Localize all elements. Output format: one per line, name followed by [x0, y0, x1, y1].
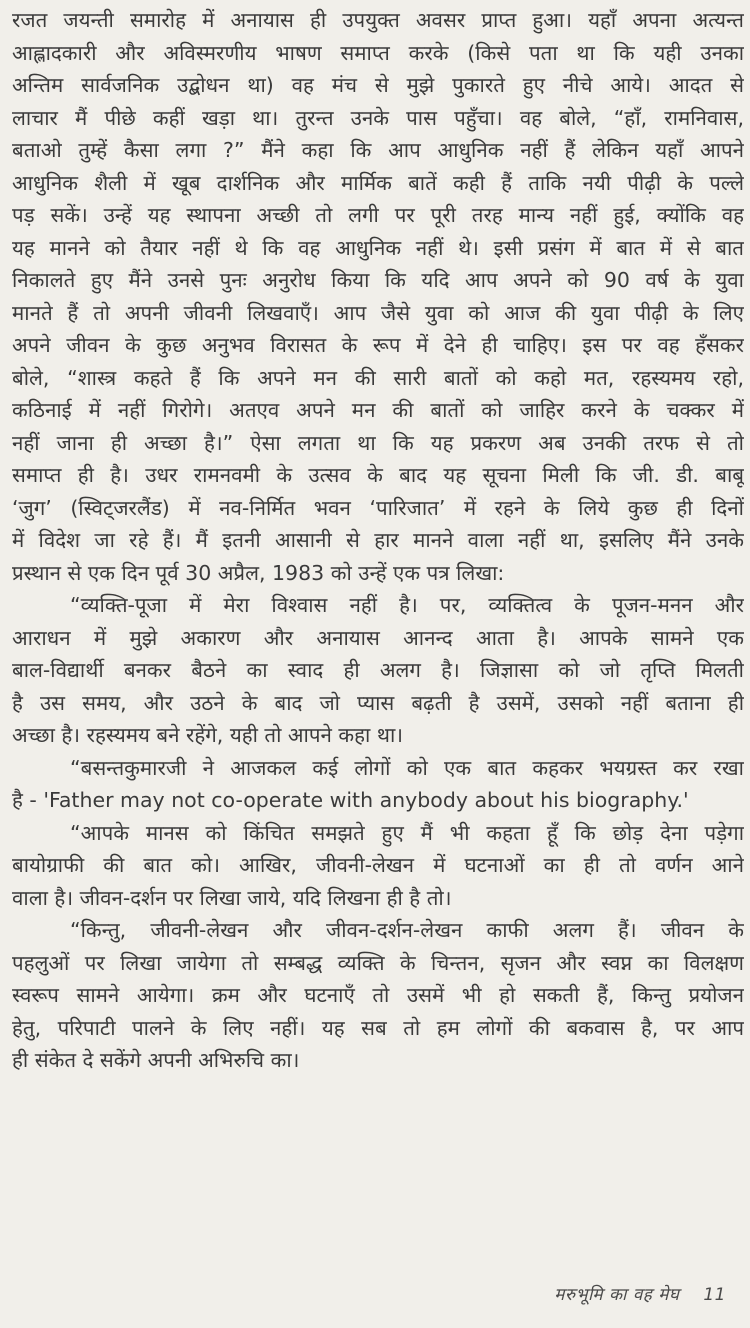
text-line: यह मानने को तैयार नहीं थे कि वह आधुनिक नहीं थे। इसी प्रसंग में बात में से बात	[12, 235, 744, 260]
letter-line: “किन्तु, जीवनी-लेखन और जीवन-दर्शन-लेखन काफी अलग हैं। जीवन के	[70, 918, 744, 942]
text-line: अपने जीवन के कुछ अनुभव विरासत के रूप में देने ही चाहिए। इस पर वह हँसकर	[12, 333, 744, 357]
text-line: में विदेश जा रहे हैं। मैं इतनी आसानी से हार मानने वाला नहीं था, इसलिए मैंने उनके	[12, 528, 744, 552]
text-line: समाप्त ही है। उधर रामनवमी के उत्सव के बाद यह सूचना मिली कि जी. डी. बाबू	[12, 463, 744, 487]
letter-line: बाल-विद्यार्थी बनकर बैठने का स्वाद ही अलग है। जिज्ञासा को जो तृप्ति मिलती	[12, 658, 744, 682]
letter-line: स्वरूप सामने आयेगा। क्रम और घटनाएँ तो उसमें भी हो सकती हैं, किन्तु प्रयोजन	[12, 983, 744, 1007]
text-line: कठिनाई में नहीं गिरोगे। अतएव अपने मन की बातों को जाहिर करने के चक्कर में	[12, 398, 744, 422]
page-number: 11	[703, 1285, 726, 1305]
letter-line: “बसन्तकुमारजी ने आजकल कई लोगों को एक बात कहकर भयग्रस्त कर रखा	[70, 755, 744, 780]
letter-line: हेतु, परिपाटी पालने के लिए नहीं। यह सब तो हम लोगों की बकवास है, पर आप	[12, 1015, 744, 1040]
letter-line: ही संकेत दे सकेंगे अपनी अभिरुचि का।	[12, 1048, 300, 1072]
letter-line: आराधन में मुझे अकारण और अनायास आनन्द आता है। आपके सामने एक	[12, 625, 744, 650]
text-line: अन्तिम सार्वजनिक उद्बोधन था) वह मंच से मुझे पुकारते हुए नीचे आये। आदत से	[12, 73, 744, 97]
letter-line: है - 'Father may not co-operate with anybody about his biography.'	[12, 788, 689, 812]
text-line: ‘जुग’ (स्विट्जरलैंड) में नव-निर्मित भवन ‘पारिजात’ में रहने के लिये कुछ ही दिनों	[12, 495, 744, 520]
text-line: मानते हैं तो अपनी जीवनी लिखवाएँ। आप जैसे युवा को आज की युवा पीढ़ी के लिए	[12, 300, 744, 325]
text-line: प्रस्थान से एक दिन पूर्व 30 अप्रैल, 1983 को उन्हें एक पत्र लिखा:	[12, 560, 505, 585]
letter-line: “व्यक्ति-पूजा में मेरा विश्वास नहीं है। पर, व्यक्तित्व के पूजन-मनन और	[70, 593, 744, 617]
letter-line: अच्छा है। रहस्यमय बने रहेंगे, यही तो आपने कहा था।	[12, 723, 404, 747]
text-line: रजत जयन्ती समारोह में अनायास ही उपयुक्त अवसर प्राप्त हुआ। यहाँ अपना अत्यन्त	[12, 8, 744, 32]
letter-line: है उस समय, और उठने के बाद जो प्यास बढ़ती है उसमें, उसको नहीं बताना ही	[12, 690, 744, 715]
page-footer	[0, 1282, 726, 1305]
letter-line: वाला है। जीवन-दर्शन पर लिखा जाये, यदि लिखना ही है तो।	[12, 885, 452, 910]
text-line: लाचार मैं पीछे कहीं खड़ा था। तुरन्त उनके पास पहुँचा। वह बोले, “हाँ, रामनिवास,	[12, 105, 744, 130]
text-line: बोले, “शास्त्र कहते हैं कि अपने मन की सारी बातों को कहो मत, रहस्यमय रहो,	[12, 365, 744, 390]
text-line: आह्लादकारी और अविस्मरणीय भाषण समाप्त करके (किसे पता था कि यही उनका	[12, 40, 744, 65]
letter-line: पहलुओं पर लिखा जायेगा तो सम्बद्ध व्यक्ति के चिन्तन, सृजन और स्वप्न का विलक्षण	[12, 950, 744, 975]
text-line: बताओ तुम्हें कैसा लगा ?” मैंने कहा कि आप आधुनिक नहीं हैं लेकिन यहाँ आपने	[12, 138, 744, 162]
text-line: नहीं जाना ही अच्छा है।” ऐसा लगता था कि यह प्रकरण अब उनकी तरफ से तो	[12, 430, 744, 455]
text-line: निकालते हुए मैंने उनसे पुनः अनुरोध किया कि यदि आप अपने को 90 वर्ष के युवा	[12, 268, 744, 292]
letter-line: “आपके मानस को किंचित समझते हुए मैं भी कहता हूँ कि छोड़ देना पड़ेगा	[70, 820, 744, 845]
page-text	[12, 4, 744, 1077]
text-line: पड़ सकें। उन्हें यह स्थापना अच्छी तो लगी पर पूरी तरह मान्य नहीं हुई, क्योंकि वह	[12, 203, 744, 227]
text-line: आधुनिक शैली में खूब दार्शनिक और मार्मिक बातें कही हैं ताकि नयी पीढ़ी के पल्ले	[12, 170, 744, 195]
running-title: मरुभूमि का वह मेघ	[554, 1285, 680, 1305]
letter-line: बायोग्राफी की बात को। आखिर, जीवनी-लेखन में घटनाओं का ही तो वर्णन आने	[12, 853, 744, 877]
